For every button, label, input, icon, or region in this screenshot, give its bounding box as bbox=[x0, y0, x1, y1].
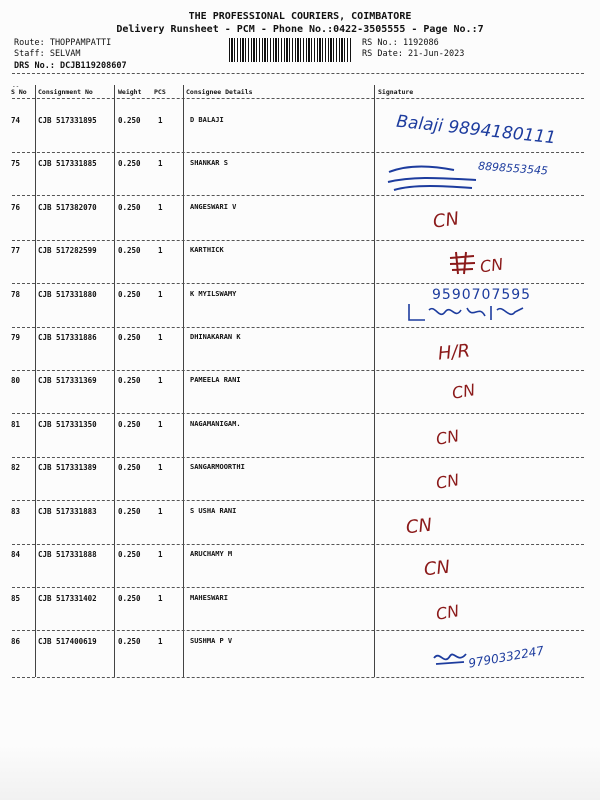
row-sno: 86 bbox=[11, 637, 21, 646]
row-pcs: 1 bbox=[158, 333, 163, 342]
row-weight: 0.250 bbox=[118, 203, 141, 212]
row-rule bbox=[12, 327, 584, 328]
signature-mark: 9590707595 bbox=[432, 287, 532, 303]
top-marks: -- bbox=[12, 83, 20, 90]
row-weight: 0.250 bbox=[118, 290, 141, 299]
signature-scribble bbox=[405, 300, 530, 324]
row-pcs: 1 bbox=[158, 116, 163, 125]
row-consignee: MAHESWARI bbox=[190, 594, 228, 602]
row-sno: 85 bbox=[11, 594, 21, 603]
row-rule bbox=[12, 152, 584, 153]
row-sno: 83 bbox=[11, 507, 21, 516]
row-consignment: CJB 517331369 bbox=[38, 376, 97, 385]
signature-mark: 8898553545 bbox=[477, 159, 549, 178]
col-divider-4 bbox=[374, 85, 375, 677]
col-header-consignee: Consignee Details bbox=[186, 88, 253, 96]
row-weight: 0.250 bbox=[118, 507, 141, 516]
signature-mark: CN bbox=[434, 601, 461, 624]
paper-edge-shadow bbox=[0, 745, 600, 800]
row-consignee: DHINAKARAN K bbox=[190, 333, 241, 341]
row-sno: 78 bbox=[11, 290, 21, 299]
row-consignment: CJB 517331888 bbox=[38, 550, 97, 559]
row-pcs: 1 bbox=[158, 290, 163, 299]
signature-mark: CN bbox=[422, 556, 452, 581]
row-rule bbox=[12, 457, 584, 458]
row-rule bbox=[12, 195, 584, 196]
col-header-signature: Signature bbox=[378, 88, 414, 96]
header-bottom-rule bbox=[12, 98, 584, 99]
row-rule bbox=[12, 500, 584, 501]
row-pcs: 1 bbox=[158, 550, 163, 559]
row-pcs: 1 bbox=[158, 203, 163, 212]
drs-number: DRS No.: DCJB119208607 bbox=[14, 61, 127, 71]
col-divider-2 bbox=[114, 85, 115, 677]
row-consignee: KARTHICK bbox=[190, 246, 224, 254]
row-consignment: CJB 517331895 bbox=[38, 116, 97, 125]
row-sno: 76 bbox=[11, 203, 21, 212]
row-rule bbox=[12, 630, 584, 631]
staff-label: Staff: SELVAM bbox=[14, 49, 81, 59]
col-divider-3 bbox=[183, 85, 184, 677]
row-weight: 0.250 bbox=[118, 246, 141, 255]
row-consignment: CJB 517331883 bbox=[38, 507, 97, 516]
rs-number: RS No.: 1192086 bbox=[362, 38, 439, 48]
col-header-pcs: PCS bbox=[154, 88, 166, 96]
row-pcs: 1 bbox=[158, 463, 163, 472]
row-sno: 80 bbox=[11, 376, 21, 385]
row-rule bbox=[12, 677, 584, 678]
signature-scribble bbox=[384, 160, 484, 195]
signature-mark: 9790332247 bbox=[467, 643, 545, 671]
row-rule bbox=[12, 413, 584, 414]
signature-mark: CN bbox=[478, 254, 505, 277]
row-sno: 77 bbox=[11, 246, 21, 255]
company-title: THE PROFESSIONAL COURIERS, COIMBATORE bbox=[188, 11, 412, 22]
row-pcs: 1 bbox=[158, 376, 163, 385]
row-consignment: CJB 517331402 bbox=[38, 594, 97, 603]
row-pcs: 1 bbox=[158, 246, 163, 255]
row-consignment: CJB 517331885 bbox=[38, 159, 97, 168]
signature-mark: CN bbox=[434, 470, 461, 493]
signature-mark: H/R bbox=[436, 340, 472, 365]
row-sno: 81 bbox=[11, 420, 21, 429]
row-weight: 0.250 bbox=[118, 463, 141, 472]
signature-mark: CN bbox=[450, 380, 477, 403]
row-consignment: CJB 517282599 bbox=[38, 246, 97, 255]
col-header-consignment: Consignment No bbox=[38, 88, 93, 96]
row-consignee: SHANKAR S bbox=[190, 159, 228, 167]
row-sno: 79 bbox=[11, 333, 21, 342]
row-sno: 75 bbox=[11, 159, 21, 168]
row-consignee: ANGESWARI V bbox=[190, 203, 237, 211]
runsheet-subtitle: Delivery Runsheet - PCM - Phone No.:0422-3505555 - Page No.:7 bbox=[116, 24, 484, 35]
row-weight: 0.250 bbox=[118, 637, 141, 646]
barcode bbox=[229, 38, 351, 62]
row-consignment: CJB 517382070 bbox=[38, 203, 97, 212]
rs-date: RS Date: 21-Jun-2023 bbox=[362, 49, 465, 59]
col-header-sno: S No bbox=[11, 88, 27, 96]
signature-mark: CN bbox=[404, 514, 434, 539]
signature-scribble bbox=[432, 648, 468, 668]
row-consignment: CJB 517331350 bbox=[38, 420, 97, 429]
row-consignee: ARUCHAMY M bbox=[190, 550, 233, 558]
row-rule bbox=[12, 283, 584, 284]
row-rule bbox=[12, 240, 584, 241]
row-weight: 0.250 bbox=[118, 333, 141, 342]
row-consignee: PAMEELA RANI bbox=[190, 376, 241, 384]
row-consignee: D BALAJI bbox=[190, 116, 224, 124]
row-weight: 0.250 bbox=[118, 159, 141, 168]
row-consignee: K MYILSWAMY bbox=[190, 290, 237, 298]
row-pcs: 1 bbox=[158, 637, 163, 646]
row-consignee: SUSHMA P V bbox=[190, 637, 233, 645]
row-rule bbox=[12, 370, 584, 371]
signature-mark: CN bbox=[434, 426, 461, 449]
row-weight: 0.250 bbox=[118, 550, 141, 559]
row-pcs: 1 bbox=[158, 507, 163, 516]
row-consignee: NAGAMANIGAM. bbox=[190, 420, 241, 428]
row-consignee: S USHA RANI bbox=[190, 507, 237, 515]
row-consignee: SANGARMOORTHI bbox=[190, 463, 245, 471]
row-consignment: CJB 517331389 bbox=[38, 463, 97, 472]
strikeout-scribble bbox=[448, 250, 478, 276]
row-weight: 0.250 bbox=[118, 420, 141, 429]
header-top-rule bbox=[12, 73, 584, 74]
row-rule bbox=[12, 587, 584, 588]
row-weight: 0.250 bbox=[118, 376, 141, 385]
row-pcs: 1 bbox=[158, 420, 163, 429]
row-sno: 82 bbox=[11, 463, 21, 472]
row-weight: 0.250 bbox=[118, 116, 141, 125]
row-consignment: CJB 517331886 bbox=[38, 333, 97, 342]
route-label: Route: THOPPAMPATTI bbox=[14, 38, 112, 48]
signature-mark: CN bbox=[431, 208, 461, 233]
row-pcs: 1 bbox=[158, 594, 163, 603]
row-sno: 84 bbox=[11, 550, 21, 559]
row-rule bbox=[12, 544, 584, 545]
row-weight: 0.250 bbox=[118, 594, 141, 603]
row-consignment: CJB 517331880 bbox=[38, 290, 97, 299]
row-consignment: CJB 517400619 bbox=[38, 637, 97, 646]
signature-mark: Balaji 9894180111 bbox=[395, 111, 557, 149]
col-divider-1 bbox=[35, 85, 36, 677]
col-header-weight: Weight bbox=[118, 88, 142, 96]
row-sno: 74 bbox=[11, 116, 21, 125]
row-pcs: 1 bbox=[158, 159, 163, 168]
